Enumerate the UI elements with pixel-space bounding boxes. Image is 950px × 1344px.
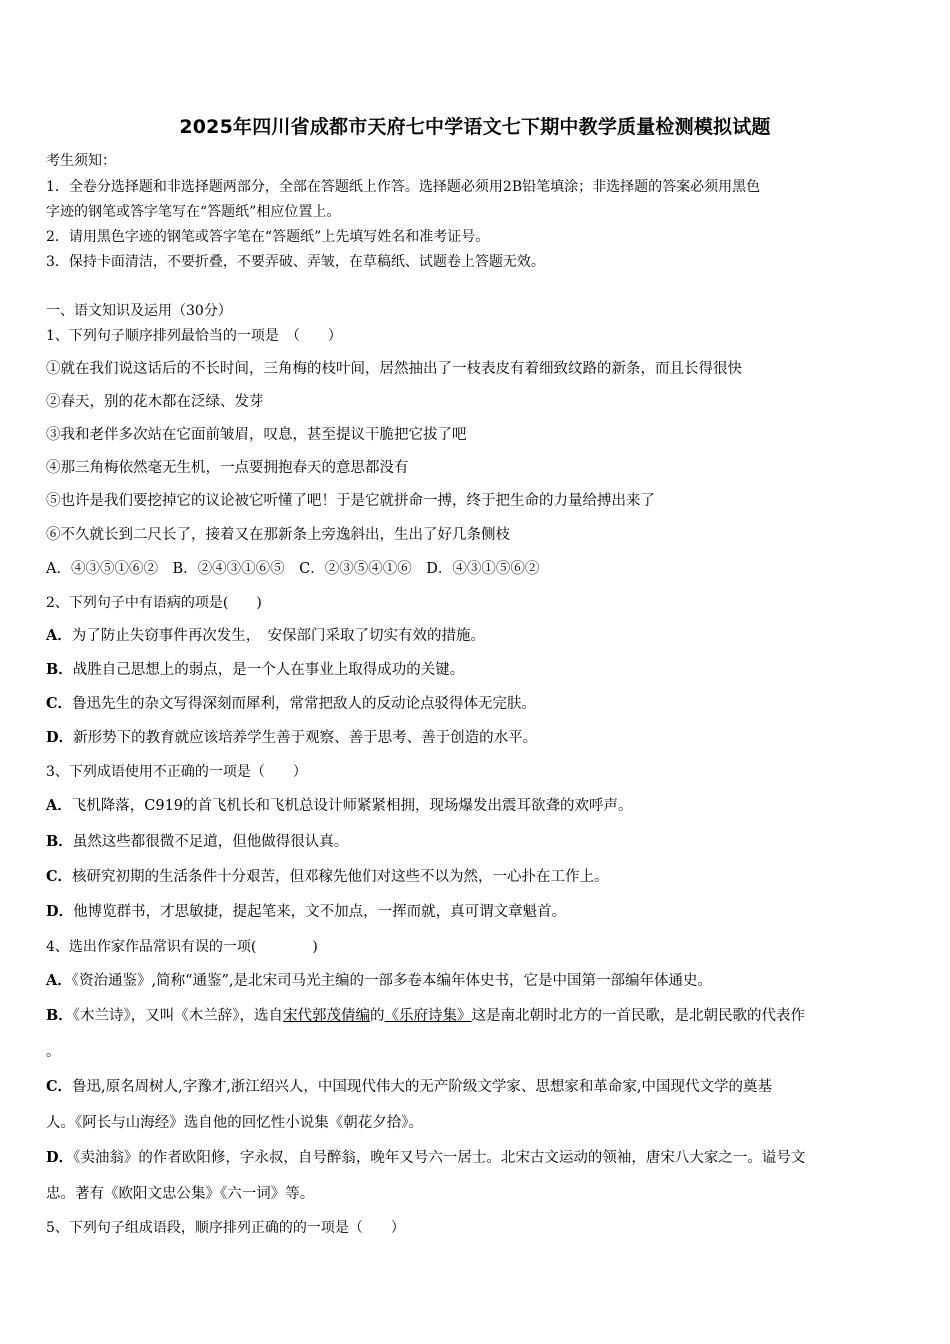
q5-stem: 5、下列句子组成语段，顺序排列正确的的一项是（ ） bbox=[46, 1220, 405, 1236]
notice-header: 考生须知： bbox=[46, 153, 116, 169]
option-text-underlined-editor: 宋代郭茂倩编 bbox=[283, 1008, 371, 1024]
option-text: 飞机降落，C919的首飞机长和飞机总设计师紧紧相拥，现场爆发出震耳欲聋的欢呼声。 bbox=[71, 798, 633, 814]
option-text-pre: 《木兰诗》，又叫《木兰辞》，选自 bbox=[72, 1008, 284, 1024]
option-label: A． bbox=[46, 627, 72, 644]
q3-stem: 3、下列成语使用不正确的一项是（ ） bbox=[46, 764, 307, 780]
q4-option-d-cont: 忠。著有《欧阳文忠公集》《六一词》等。 bbox=[46, 1186, 315, 1202]
option-label: D． bbox=[46, 903, 74, 920]
option-label: B． bbox=[46, 833, 73, 850]
option-text: 《卖油翁》的作者欧阳修，字永叔，自号醉翁，晚年又号六一居士。北宋古文运动的领袖，唐宋八大家之一。谥号文 bbox=[73, 1150, 806, 1166]
option-text: 新形势下的教育就应该培养学生善于观察、善于思考、善于创造的水平。 bbox=[73, 730, 538, 746]
option-text: 虽然这些都很微不足道，但他做得很认真。 bbox=[72, 834, 349, 850]
option-label: A． bbox=[46, 972, 72, 989]
q1-sentence-1: ①就在我们说这话后的不长时间，三角梅的枝叶间，居然抽出了一枝表皮有着细致纹路的新条，而且长得很快 bbox=[46, 361, 742, 377]
q3-option-a bbox=[46, 796, 908, 816]
notice-item-1: 1．全卷分选择题和非选择题两部分，全部在答题纸上作答。选择题必须用2B铅笔填涂；非选择题的答案必须用黑色 bbox=[46, 179, 761, 195]
option-label: A． bbox=[46, 797, 72, 814]
q3-option-b bbox=[46, 832, 908, 852]
option-text-underlined-collection: 《乐府诗集》 bbox=[384, 1008, 472, 1024]
section-heading: 一、语文知识及运用（30分） bbox=[46, 303, 232, 319]
q1-sentence-5: ⑤也许是我们要挖掉它的议论被它听懂了吧！于是它就拼命一搏，终于把生命的力量给搏出来了 bbox=[46, 493, 655, 509]
option-label: C． bbox=[46, 1078, 73, 1095]
option-label: C． bbox=[46, 868, 73, 885]
q2-option-a bbox=[46, 626, 908, 646]
option-label: D． bbox=[46, 1149, 74, 1166]
q2-stem: 2、下列句子中有语病的项是( ) bbox=[46, 595, 262, 611]
option-text: 战胜自己思想上的弱点，是一个人在事业上取得成功的关键。 bbox=[72, 662, 465, 678]
option-label: B． bbox=[46, 1007, 73, 1024]
q4-option-b-tail: 。 bbox=[46, 1044, 61, 1060]
q1-stem: 1、下列句子顺序排列最恰当的一项是 （ ） bbox=[46, 328, 342, 344]
q3-option-c bbox=[46, 867, 908, 887]
option-label: C． bbox=[46, 695, 73, 712]
page-title: 2025年四川省成都市天府七中学语文七下期中教学质量检测模拟试题 bbox=[179, 116, 771, 138]
option-text: 为了防止失窃事件再次发生， 安保部门采取了切实有效的措施。 bbox=[71, 628, 486, 644]
q1-sentence-4: ④那三角梅依然毫无生机，一点要拥抱春天的意思都没有 bbox=[46, 460, 409, 476]
option-text: 核研究初期的生活条件十分艰苦，但邓稼先他们对这些不以为然，一心扑在工作上。 bbox=[72, 869, 609, 885]
option-text: 鲁迅,原名周树人,字豫才,浙江绍兴人，中国现代伟大的无产阶级文学家、思想家和革命家,中国现代文学的奠基 bbox=[72, 1079, 772, 1095]
option-label: D． bbox=[46, 729, 74, 746]
q1-sentence-6: ⑥不久就长到二尺长了，接着又在那新条上旁逸斜出，生出了好几条侧枝 bbox=[46, 527, 510, 543]
option-text: 鲁迅先生的杂文写得深刻而犀利，常常把敌人的反动论点驳得体无完肤。 bbox=[72, 696, 537, 712]
notice-item-1-cont: 字迹的钢笔或答字笔写在“答题纸”相应位置上。 bbox=[46, 204, 341, 220]
option-text: 他博览群书，才思敏捷，提起笔来，文不加点，一挥而就，真可谓文章魁首。 bbox=[73, 904, 567, 920]
option-text-mid: 的 bbox=[370, 1008, 385, 1024]
q2-option-b bbox=[46, 660, 908, 680]
q1-options: A．④③⑤①⑥② B．②④③①⑥⑤ C．②③⑤④①⑥ D．④③①⑤⑥② bbox=[46, 561, 540, 577]
q4-option-a bbox=[46, 971, 908, 991]
q1-sentence-2: ②春天，别的花木都在泛绿、发芽 bbox=[46, 394, 264, 410]
q1-sentence-3: ③我和老伴多次站在它面前皱眉，叹息，甚至提议干脆把它拔了吧 bbox=[46, 427, 467, 443]
option-text-post: 这是南北朝时北方的一首民歌，是北朝民歌的代表作 bbox=[471, 1008, 806, 1024]
q4-stem: 4、选出作家作品常识有误的一项( ) bbox=[46, 939, 318, 955]
q2-option-d bbox=[46, 728, 908, 748]
option-label: B． bbox=[46, 661, 73, 678]
option-text: 《资治通鉴》,简称“通鉴”,是北宋司马光主编的一部多卷本编年体史书，它是中国第一部编年体通史。 bbox=[71, 973, 713, 989]
q3-option-d bbox=[46, 902, 908, 922]
q4-option-c bbox=[46, 1077, 908, 1097]
q2-option-c bbox=[46, 694, 908, 714]
q4-option-c-cont: 人。《阿长与山海经》选自他的回忆性小说集《朝花夕拾》。 bbox=[46, 1115, 423, 1131]
notice-item-2: 2．请用黑色字迹的钢笔或答字笔在“答题纸”上先填写姓名和准考证号。 bbox=[46, 229, 490, 245]
notice-item-3: 3．保持卡面清洁，不要折叠，不要弄破、弄皱，在草稿纸、试题卷上答题无效。 bbox=[46, 254, 545, 270]
q4-option-d bbox=[46, 1148, 908, 1168]
q4-option-b bbox=[46, 1006, 908, 1026]
